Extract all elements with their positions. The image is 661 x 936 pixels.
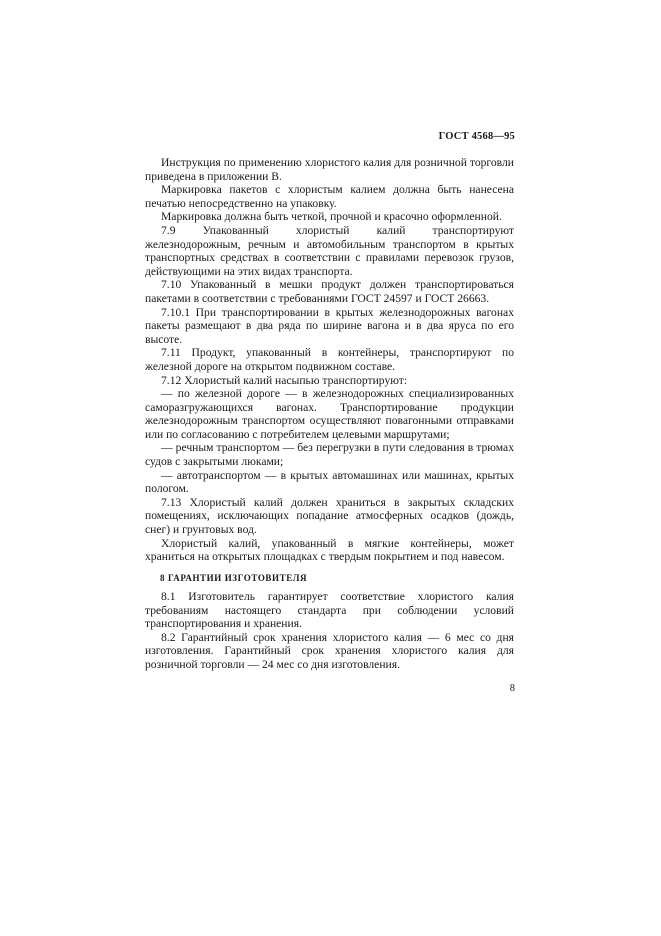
- paragraph: Маркировка пакетов с хлористым калием должна быть нанесена печатью непосредственно на упаковку.: [145, 183, 514, 210]
- section-heading: 8 ГАРАНТИИ ИЗГОТОВИТЕЛЯ: [160, 573, 308, 583]
- paragraph: 8.2 Гарантийный срок хранения хлористого калия — 6 мес со дня изготовления. Гарантийный срок хранения хлористого калия для розничной торговли — 24 мес со дня изготовления.: [145, 630, 514, 671]
- paragraph: — по железной дороге — в железнодорожных специализированных саморазгружающихся вагонах. Транспортирование продукции железнодорожным транспортом осуществляют повагонными отправками или по согласованию с потребителем целевыми маршрутами;: [145, 387, 514, 441]
- text-block-bottom: [145, 590, 514, 672]
- paragraph: 8.1 Изготовитель гарантирует соответствие хлористого калия требованиям настоящего стандарта при соблюдении условий транспортирования и хранения.: [145, 590, 514, 631]
- paragraph: — автотранспортом — в крытых автомашинах или машинах, крытых пологом.: [145, 468, 514, 496]
- paragraph: Инструкция по применению хлористого калия для розничной торговли приведена в приложении В.: [145, 156, 514, 183]
- paragraph: 7.12 Хлористый калий насыпью транспортируют:: [161, 373, 408, 387]
- paragraph: Хлористый калий, упакованный в мягкие контейнеры, может храниться на открытых площадках с твердым покрытием и под навесом.: [145, 536, 514, 564]
- page-number: 8: [509, 683, 515, 694]
- text-block-top: [145, 156, 514, 564]
- paragraph: 7.10.1 При транспортировании в крытых железнодорожных вагонах пакеты размещают в два ряда по ширине вагона и в два яруса по его высоте.: [145, 305, 514, 346]
- paragraph: 7.9 Упакованный хлористый калий транспортируют железнодорожным, речным и автомобильным транспортом в крытых транспортных средствах в соответствии с правилами перевозок грузов, действующими на этих видах транспорта.: [145, 223, 514, 278]
- standard-code: ГОСТ 4568—95: [438, 131, 515, 142]
- paragraph: — речным транспортом — без перегрузки в пути следования в трюмах судов с закрытыми люками;: [145, 441, 514, 469]
- paragraph: Маркировка должна быть четкой, прочной и красочно оформленной.: [161, 210, 502, 224]
- paragraph: 7.11 Продукт, упакованный в контейнеры, транспортируют по железной дороге на открытом подвижном составе.: [145, 346, 514, 373]
- paragraph: 7.10 Упакованный в мешки продукт должен транспортироваться пакетами в соответствии с требованиями ГОСТ 24597 и ГОСТ 26663.: [145, 278, 514, 305]
- paragraph: 7.13 Хлористый калий должен храниться в закрытых складских помещениях, исключающих попадание атмосферных осадков (дождь, снег) и грунтовых вод.: [145, 495, 514, 537]
